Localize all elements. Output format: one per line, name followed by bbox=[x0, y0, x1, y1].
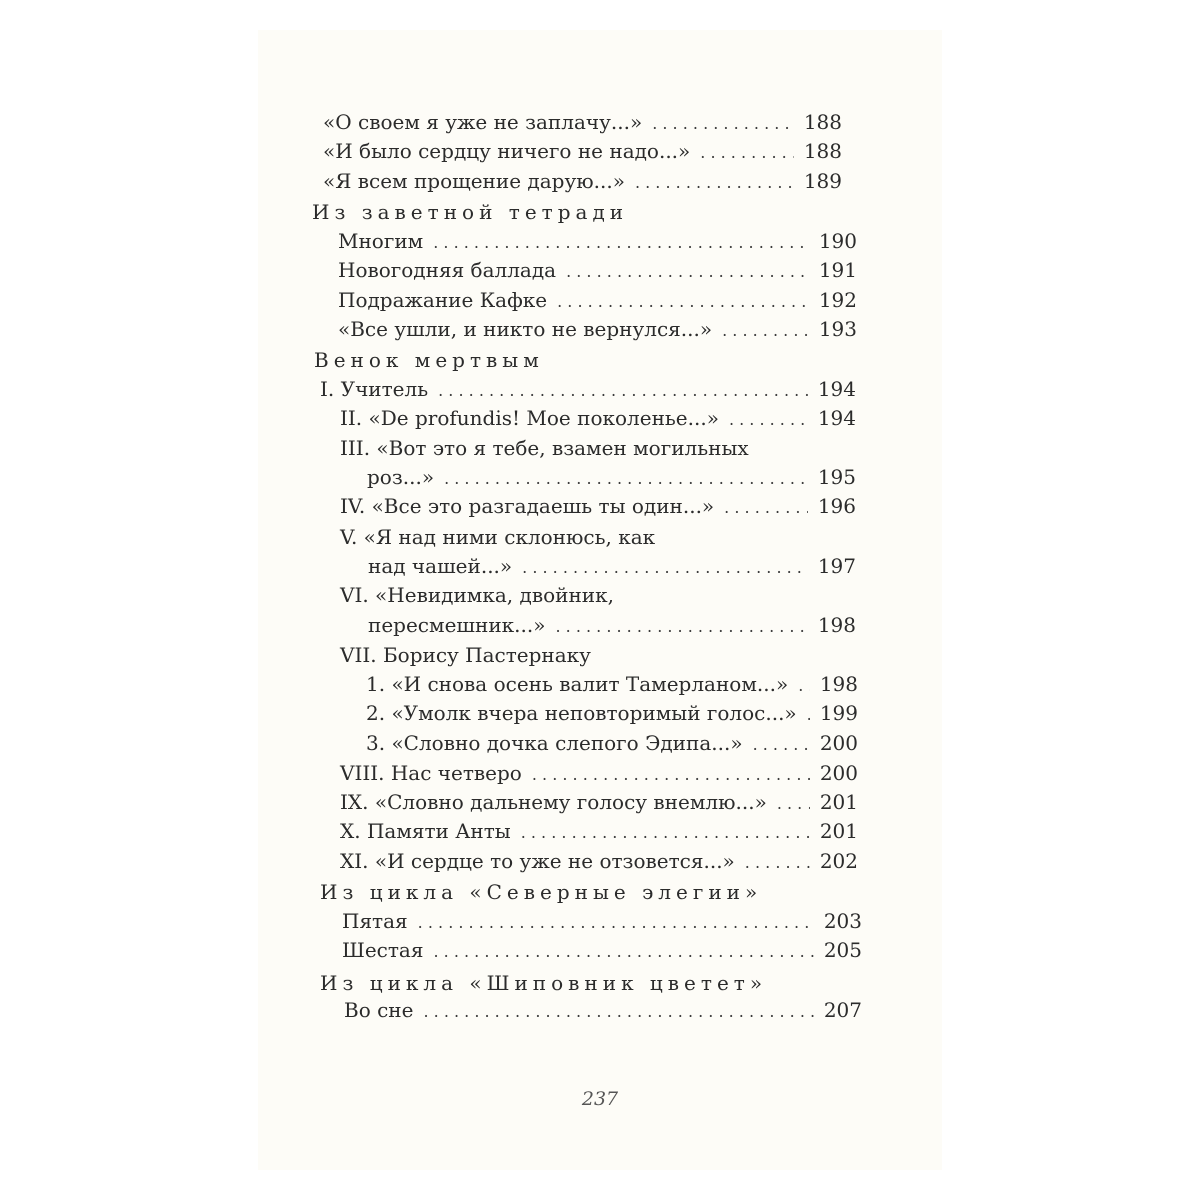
leader-dots bbox=[423, 1004, 813, 1020]
leader-dots bbox=[522, 560, 808, 576]
toc-entry bbox=[320, 379, 856, 399]
toc-entry-page: 200 bbox=[819, 761, 858, 785]
section-heading: Венок мертвым bbox=[314, 348, 544, 372]
toc-entry-page: 198 bbox=[817, 613, 856, 637]
toc-entry-page: 200 bbox=[819, 731, 858, 755]
toc-entry bbox=[367, 467, 856, 487]
toc-entry bbox=[366, 674, 858, 694]
toc-entry-title: «Все ушли, и никто не вернулся...» bbox=[338, 317, 713, 341]
toc-entry-title: I. Учитель bbox=[320, 377, 429, 401]
toc-entry bbox=[323, 112, 842, 132]
toc-entry-page: 202 bbox=[819, 849, 858, 873]
toc-entry bbox=[368, 615, 856, 635]
toc-entry-title: «О своем я уже не заплачу...» bbox=[323, 110, 643, 134]
toc-entry-page: 198 bbox=[819, 672, 858, 696]
toc-entry bbox=[323, 141, 842, 161]
toc-entry-page: 207 bbox=[823, 998, 862, 1022]
toc-entry bbox=[340, 496, 856, 516]
toc-entry bbox=[342, 940, 862, 960]
toc-entry-page: 201 bbox=[819, 819, 858, 843]
toc-entry-title: X. Памяти Анты bbox=[340, 819, 511, 843]
leader-dots bbox=[635, 175, 794, 191]
toc-entry-title: VIII. Нас четверо bbox=[340, 761, 522, 785]
toc-entry-page: 191 bbox=[818, 258, 857, 282]
toc-entry bbox=[340, 763, 858, 783]
toc-entry-title: роз...» bbox=[367, 465, 435, 489]
toc-entry bbox=[338, 260, 857, 280]
toc-entry bbox=[338, 290, 857, 310]
leader-dots bbox=[753, 737, 810, 753]
toc-entry-title: пересмешник...» bbox=[368, 613, 546, 637]
toc-entry-title: Многим bbox=[338, 229, 424, 253]
toc-entry-page: 196 bbox=[817, 494, 856, 518]
toc-entry-title: 1. «И снова осень валит Тамерланом...» bbox=[366, 672, 789, 696]
toc-entry-title: Шестая bbox=[342, 938, 424, 962]
toc-entry-title: XI. «И сердце то уже не отзовется...» bbox=[340, 849, 735, 873]
leader-dots bbox=[807, 707, 810, 723]
leader-dots bbox=[532, 767, 810, 783]
toc-entry-page: 189 bbox=[803, 169, 842, 193]
toc-entry-page: 188 bbox=[803, 139, 842, 163]
leader-dots bbox=[777, 796, 810, 812]
toc-entry-title: Во сне bbox=[344, 998, 414, 1022]
leader-dots bbox=[724, 500, 808, 516]
leader-dots bbox=[798, 678, 810, 694]
toc-entry bbox=[340, 851, 858, 871]
leader-dots bbox=[521, 825, 810, 841]
leader-dots bbox=[433, 944, 813, 960]
toc-entry-page: 197 bbox=[817, 554, 856, 578]
toc-entry-page: 203 bbox=[823, 909, 862, 933]
toc-entry-title: II. «De profundis! Мое поколенье...» bbox=[340, 406, 719, 430]
toc-entry bbox=[340, 792, 858, 812]
toc-entry-page: 192 bbox=[818, 288, 857, 312]
leader-dots bbox=[444, 471, 808, 487]
toc-entry-page: 188 bbox=[803, 110, 842, 134]
toc-entry bbox=[338, 231, 857, 251]
toc-entry-title-line: V. «Я над ними склонюсь, как bbox=[340, 525, 656, 549]
toc-entry-page: 193 bbox=[818, 317, 857, 341]
toc-entry bbox=[366, 733, 858, 753]
toc-entry-page: 199 bbox=[819, 701, 858, 725]
toc-entry-title-line: VII. Борису Пастернаку bbox=[340, 643, 591, 667]
page-number: 237 bbox=[581, 1088, 619, 1110]
leader-dots bbox=[722, 323, 809, 339]
leader-dots bbox=[433, 235, 809, 251]
toc-entry-title: над чашей...» bbox=[368, 554, 513, 578]
toc-entry-page: 201 bbox=[819, 790, 858, 814]
toc-entry bbox=[323, 171, 842, 191]
leader-dots bbox=[555, 619, 807, 635]
leader-dots bbox=[729, 412, 808, 428]
leader-dots bbox=[566, 264, 809, 280]
leader-dots bbox=[745, 855, 810, 871]
toc-entry bbox=[344, 1000, 862, 1020]
toc-entry-title: 3. «Словно дочка слепого Эдипа...» bbox=[366, 731, 743, 755]
toc-entry-title: «Я всем прощение дарую...» bbox=[323, 169, 625, 193]
toc-entry bbox=[340, 408, 856, 428]
toc-entry-title: Подражание Кафке bbox=[338, 288, 548, 312]
toc-entry-page: 194 bbox=[817, 377, 856, 401]
toc-entry-title: «И было сердцу ничего не надо...» bbox=[323, 139, 691, 163]
toc-entry-page: 205 bbox=[823, 938, 862, 962]
toc-entry-page: 194 bbox=[817, 406, 856, 430]
toc-entry-title-line: III. «Вот это я тебе, взамен могильных bbox=[340, 436, 749, 460]
table-of-contents bbox=[258, 30, 942, 1170]
leader-dots bbox=[652, 116, 794, 132]
leader-dots bbox=[700, 145, 794, 161]
leader-dots bbox=[418, 915, 814, 931]
toc-entry-page: 195 bbox=[817, 465, 856, 489]
toc-entry bbox=[342, 911, 862, 931]
leader-dots bbox=[557, 294, 809, 310]
toc-entry-title: 2. «Умолк вчера неповторимый голос...» bbox=[366, 701, 797, 725]
toc-entry-title: IX. «Словно дальнему голосу внемлю...» bbox=[340, 790, 767, 814]
toc-entry-title: IV. «Все это разгадаешь ты один...» bbox=[340, 494, 715, 518]
leader-dots bbox=[438, 383, 808, 399]
section-heading: Из цикла «Шиповник цветет» bbox=[320, 971, 768, 995]
toc-entry-title-line: VI. «Невидимка, двойник, bbox=[340, 583, 614, 607]
section-heading: Из цикла «Северные элегии» bbox=[320, 880, 763, 904]
toc-entry bbox=[366, 703, 858, 723]
toc-entry-page: 190 bbox=[818, 229, 857, 253]
book-page bbox=[258, 30, 942, 1170]
toc-entry bbox=[338, 319, 857, 339]
toc-entry-title: Пятая bbox=[342, 909, 408, 933]
toc-entry-title: Новогодняя баллада bbox=[338, 258, 557, 282]
toc-entry bbox=[368, 556, 856, 576]
section-heading: Из заветной тетради bbox=[312, 200, 629, 224]
toc-entry bbox=[340, 821, 858, 841]
